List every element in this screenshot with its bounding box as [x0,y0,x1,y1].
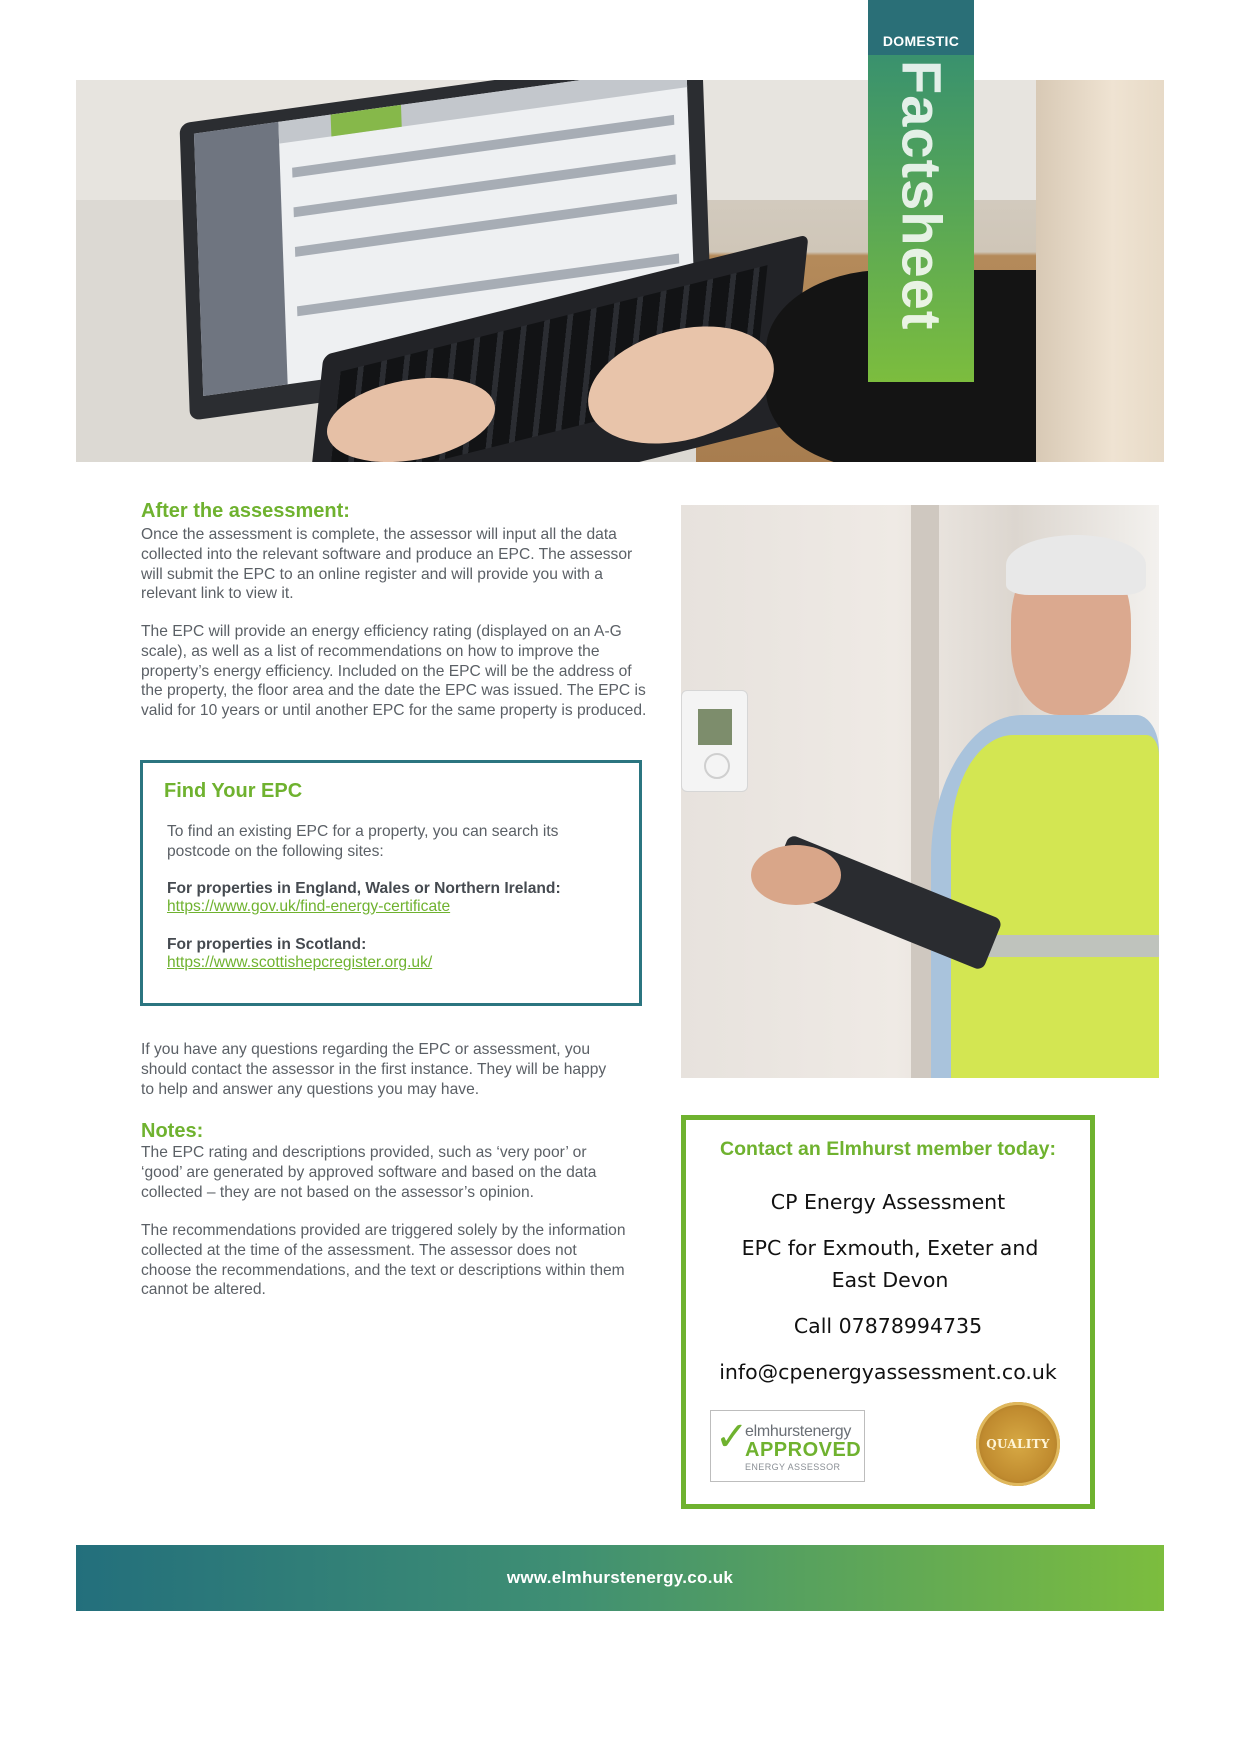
header-photo [76,80,1164,462]
assessor-photo [681,505,1159,1078]
approved-logo-word: APPROVED [745,1439,862,1461]
after-assessment-heading: After the assessment: [141,500,350,522]
notes-paragraph-1: The EPC rating and descriptions provided, such as ‘very poor’ or ‘good’ are generated by approved software and based on the data collected – they are not based on the assessor’s opinion. [141,1144,597,1201]
assessor-hair [1006,535,1146,595]
contact-title: Contact an Elmhurst member today: [720,1138,1056,1160]
notes-heading: Notes: [141,1120,204,1142]
quality-seal-text: QUALITY [986,1437,1050,1451]
scotland-label: For properties in Scotland: [167,935,367,953]
footer-bar [76,1545,1164,1611]
assessor-hand [751,845,841,905]
find-epc-intro: To find an existing EPC for a property, you can search its postcode on the following sites: [167,823,559,860]
contact-phone[interactable]: Call 07878994735 [793,1314,983,1338]
questions-paragraph: If you have any questions regarding the EPC or assessment, you should contact the assessor in the first instance. They will be happy to help and answer any questions you may have. [141,1041,607,1098]
checkmark-icon: ✓ [715,1415,749,1459]
approved-logo-sub: ENERGY ASSESSOR [745,1462,841,1472]
domestic-tab: DOMESTIC [868,0,974,55]
factsheet-title-text: Factsheet [890,60,954,331]
elmhurst-approved-logo [710,1410,865,1482]
thermostat-screen [698,709,732,745]
contact-email[interactable]: info@cpenergyassessment.co.uk [719,1360,1057,1384]
after-assessment-paragraph-2: The EPC will provide an energy efficiency rating (displayed on an A-G scale), as well as a list of recommendations on how to improve the property’s energy efficiency. Included on the EPC will be the address of the property, the floor area and the date the EPC was issued. The EPC is valid for 10 years or until another EPC for the same property is produced. [141,623,647,720]
notes-paragraph-2: The recommendations provided are triggered solely by the information collected at the time of the assessment. The assessor does not choose the recommendations, and the text or descriptions within them cannot be altered. [141,1222,626,1299]
thermostat-dial [704,753,730,779]
england-label: For properties in England, Wales or Northern Ireland: [167,879,561,897]
find-epc-title: Find Your EPC [164,780,303,802]
approved-logo-brand: elmhurstenergy [745,1423,852,1440]
person-hair [1036,80,1164,462]
quality-promise-seal [976,1402,1060,1486]
footer-url[interactable]: www.elmhurstenergy.co.uk [506,1568,734,1587]
vest-reflective-stripe [971,935,1159,957]
find-epc-content [167,822,607,972]
thermostat [681,690,748,792]
after-assessment-paragraph-1: Once the assessment is complete, the assessor will input all the data collected into the relevant software and produce an EPC. The assessor will submit the EPC to an online register and will provide you with a relevant link to view it. [141,526,633,603]
england-link[interactable]: https://www.gov.uk/find-energy-certificate [167,897,451,915]
scotland-link[interactable]: https://www.scottishepcregister.org.uk/ [167,953,433,971]
hi-vis-vest [951,735,1159,1078]
factsheet-title [872,60,972,382]
contact-service: EPC for Exmouth, Exeter and East Devon [741,1236,1039,1292]
laptop-app-sidebar [194,122,288,396]
contact-company: CP Energy Assessment [770,1190,1006,1214]
